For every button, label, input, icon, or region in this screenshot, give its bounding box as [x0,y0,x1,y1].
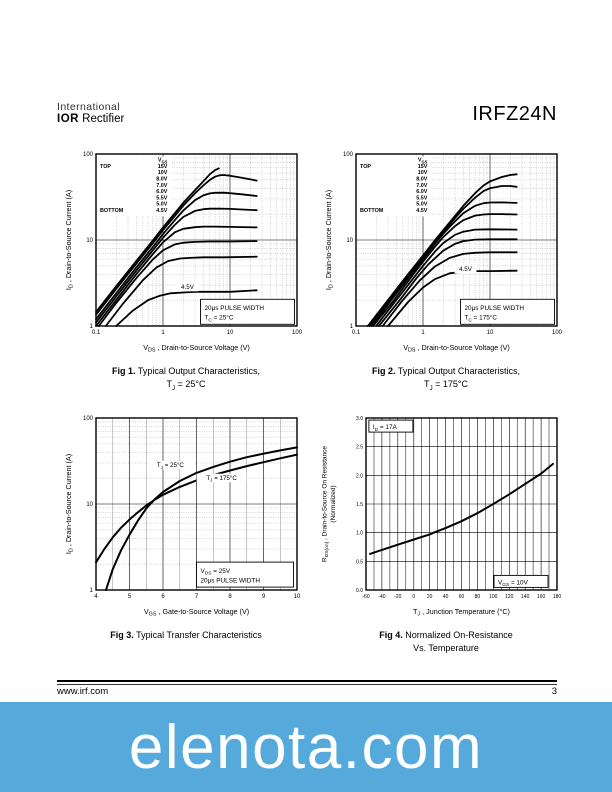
legend-item: 4.5V [156,208,168,214]
legend-item: 4.5V [416,208,428,214]
x-tick-label: 1 [161,330,165,336]
legend-item: 10V [157,170,168,177]
x-axis-label: $V_{DS}$ , Drain-to-Source Voltage (V) [403,343,510,354]
y-tick-label: 2.0 [356,473,363,480]
y-tick-label: 10 [86,238,93,244]
fig2-output-characteristics-chart [322,146,570,364]
y-tick-label: 100 [82,416,93,422]
y-tick-label: 2.5 [356,444,363,451]
legend-item: 15V [417,163,428,170]
fig1-caption-label: Fig 1. [112,366,136,376]
legend-item: 5.5V [416,195,428,202]
logo-line1: International [57,101,120,113]
legend-item: $V_{GS}$ [157,157,168,165]
legend-bottom-label: BOTTOM [100,208,124,214]
figure-4 [322,410,570,654]
curve-label: $T_J = 25^\circ C$ [156,462,184,470]
annotation-text: 20μs PULSE WIDTH [204,305,264,313]
x-axis-label: $V_{GS}$ , Gate-to-Source Voltage (V) [143,607,250,618]
x-tick-label: 100 [489,594,498,600]
banner-text[interactable]: elenota.com [128,712,484,782]
fig1-caption-line2: $T_J = 25^\circ C$ [166,378,206,392]
fig1-output-characteristics-chart [62,146,310,364]
x-tick-label: 6 [161,594,165,600]
fig3-caption-text: Typical Transfer Characteristics [136,630,262,640]
legend-item: $V_{GS}$ [417,157,428,165]
y-tick-label: 1.0 [356,530,363,537]
page-number: 3 [551,686,557,697]
x-tick-label: 5 [127,594,132,600]
ir-logo [57,101,124,126]
legend-item: 6.0V [156,189,168,196]
x-tick-label: 0.1 [91,330,101,336]
legend-item: 15V [157,163,168,170]
figure-3 [62,410,310,642]
fig4-on-resistance-chart [322,410,570,628]
annotation-text: 20μs PULSE WIDTH [200,577,260,585]
x-tick-label: 8 [228,594,232,600]
legend-item: 7.0V [156,182,168,189]
fig4-caption-line2: Vs. Temperature [413,642,479,653]
annotation-text: $V_{GS} = 10V$ [498,579,528,589]
part-number-title: IRFZ24N [472,103,557,125]
x-tick-label: 100 [291,330,303,336]
x-tick-label: 10 [486,330,494,336]
fig4-caption [322,629,570,654]
x-tick-label: 140 [521,594,530,600]
x-axis-label: $T_J$ , Junction Temperature (°C) [413,607,510,618]
fig1-caption [62,365,310,393]
annotation-text: $I_D = 17A$ [372,424,397,433]
x-tick-label: 1 [421,330,425,336]
curve-label: 4.5V [459,266,472,273]
fig2-caption [322,365,570,393]
y-axis-label: $I_D$ , Drain-to-Source Current (A) [64,453,75,555]
x-tick-label: 100 [551,330,563,336]
annotation-text: $T_C = 25^\circ C$ [204,314,234,324]
y-tick-label: 1 [349,324,353,330]
legend-item: 5.0V [156,201,168,208]
elenota-banner[interactable] [0,702,612,792]
y-tick-label: 1.5 [356,502,363,508]
curve-label: $T_J = 175^\circ C$ [206,475,237,483]
logo-ior-mark: IOR [57,113,79,126]
y-axis-label: $I_D$ , Drain-to-Source Current (A) [64,189,75,291]
legend-top-label: TOP [360,163,371,170]
x-tick-label: 160 [536,594,546,600]
x-tick-label: 40 [442,594,449,600]
x-tick-label: 80 [474,594,481,600]
y-tick-label: 1 [89,324,93,330]
fig4-caption-text: Normalized On-Resistance [405,630,513,640]
legend-item: 5.0V [416,201,428,208]
y-tick-label: 100 [82,152,93,158]
y-tick-label: 0.5 [356,559,363,566]
x-tick-label: 0 [412,594,416,600]
y-tick-label: 100 [342,152,353,158]
legend-top-label: TOP [100,163,111,170]
fig2-caption-text: Typical Output Characteristics, [397,366,520,376]
y-tick-label: 1 [89,588,93,594]
x-tick-label: 120 [505,594,514,600]
legend-bottom-label: BOTTOM [360,208,384,214]
legend-item: 8.0V [416,176,428,183]
x-tick-label: 0.1 [351,330,361,336]
legend-item: 6.0V [416,189,428,196]
y-tick-label: 3.0 [356,416,363,422]
x-tick-label: -60 [362,594,370,600]
fig4-caption-label: Fig 4. [379,630,403,640]
x-tick-label: 10 [293,594,301,600]
x-tick-label: -40 [378,594,386,600]
x-tick-label: -20 [394,594,402,600]
annotation-text: 20μs PULSE WIDTH [464,305,524,313]
footer-rule [57,680,557,685]
footer-url[interactable]: www.irf.com [57,686,109,697]
figure-2 [322,146,570,393]
legend-item: 8.0V [156,176,168,183]
y-tick-label: 0.0 [356,588,363,594]
x-tick-label: 4 [94,594,98,600]
fig1-caption-text: Typical Output Characteristics, [137,366,260,376]
x-tick-label: 180 [552,594,562,600]
x-tick-label: 9 [261,594,266,600]
figure-1 [62,146,310,393]
x-tick-label: 60 [458,594,465,600]
y-tick-label: 10 [86,502,93,508]
fig3-caption [62,629,310,642]
y-axis-label: $I_D$ , Drain-to-Source Current (A) [324,189,335,291]
footer [57,686,557,697]
annotation-text: $V_{DS} = 25V$ [200,567,231,577]
y-axis-label: (Normalized) [330,485,337,523]
logo-line2 [57,113,124,126]
logo-rectifier-text: Rectifier [78,113,125,126]
x-axis-label: $V_{DS}$ , Drain-to-Source Voltage (V) [143,343,250,354]
legend-item: 5.5V [156,195,168,202]
legend-item: 7.0V [416,182,428,189]
fig2-caption-label: Fig 2. [372,366,396,376]
curve-label: 4.5V [181,284,194,292]
y-axis-label: $R_{DS(on)}$ , Drain-to-Source On Resistance [322,446,331,562]
fig2-caption-line2: $T_J = 175^\circ C$ [423,378,469,392]
fig3-caption-label: Fig 3. [110,630,134,640]
annotation-text: $T_C = 175^\circ C$ [464,314,497,324]
y-tick-label: 10 [346,238,353,244]
x-tick-label: 20 [426,594,433,600]
legend-item: 10V [417,170,428,177]
fig3-transfer-characteristics-chart [62,410,310,628]
x-tick-label: 7 [194,594,199,600]
x-tick-label: 10 [226,330,234,336]
